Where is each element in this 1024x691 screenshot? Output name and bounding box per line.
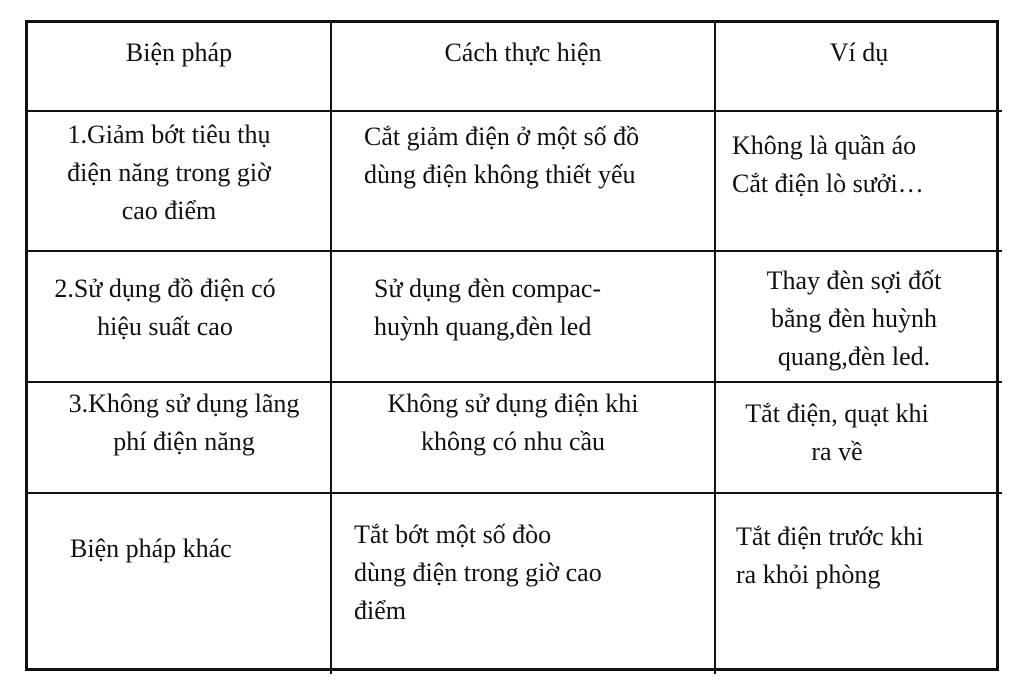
example-cell (715, 251, 1002, 382)
header-row (28, 23, 1002, 111)
method-text: Cắt giảm điện ở một số đồ dùng điện không thiết yếu (364, 122, 640, 189)
method-cell (331, 493, 715, 674)
measure-cell (28, 251, 331, 382)
example-text: Thay đèn sợi đốt bằng đèn huỳnh quang,đèn led. (766, 266, 942, 371)
method-cell (331, 382, 715, 493)
example-text: Tắt điện trước khi ra khỏi phòng (736, 522, 924, 589)
table-grid (28, 23, 1002, 674)
measure-cell (28, 111, 331, 251)
method-text: Sử dụng đèn compac- huỳnh quang,đèn led (374, 274, 602, 341)
table-row (28, 493, 1002, 674)
table-row (28, 111, 1002, 251)
table-row (28, 251, 1002, 382)
measure-text: 2.Sử dụng đồ điện có hiệu suất cao (54, 274, 276, 341)
header-example-label: Ví dụ (829, 38, 889, 67)
example-cell (715, 493, 1002, 674)
header-measure-label: Biện pháp (125, 38, 233, 67)
header-cell-method (331, 23, 715, 111)
method-text: Tắt bớt một số đòo dùng điện trong giờ cao điểm (354, 520, 602, 625)
table-row (28, 382, 1002, 493)
measure-text: Biện pháp khác (70, 534, 232, 563)
header-cell-measure (28, 23, 331, 111)
example-cell (715, 382, 1002, 493)
measure-cell (28, 382, 331, 493)
header-method-label: Cách thực hiện (444, 38, 602, 67)
measure-cell (28, 493, 331, 674)
example-text: Không là quần áo Cắt điện lò sưởi… (732, 131, 924, 198)
measure-text: 3.Không sử dụng lãng phí điện năng (68, 389, 300, 456)
method-text: Không sử dụng điện khi không có nhu cầu (387, 389, 639, 456)
header-cell-example (715, 23, 1002, 111)
example-cell (715, 111, 1002, 251)
method-cell (331, 251, 715, 382)
example-text: Tắt điện, quạt khi ra về (745, 399, 929, 466)
method-cell (331, 111, 715, 251)
measure-text: 1.Giảm bớt tiêu thụ điện năng trong giờ cao điểm (67, 120, 271, 225)
energy-saving-table (25, 20, 999, 671)
